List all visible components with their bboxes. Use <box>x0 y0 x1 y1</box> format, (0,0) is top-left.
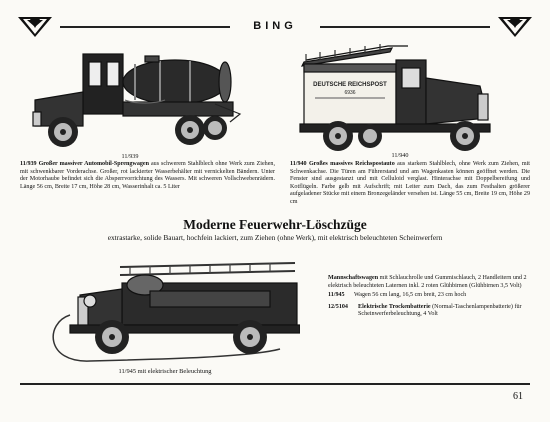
description-11-940 <box>290 161 530 207</box>
caption-11-945: 11/945 mit elektrischer Beleuchtung <box>118 368 212 375</box>
fire-truck-description <box>328 275 533 319</box>
item-number: 11/940 <box>290 161 307 167</box>
header-rule-left <box>60 26 230 28</box>
page-number: 61 <box>513 391 523 402</box>
bing-logo-left <box>18 15 52 37</box>
entry-text: (Normal-Taschenlampenbatterie) für Scheinwerferbeleuchtung, 4 Volt <box>358 303 522 318</box>
item-name: Großer massiver Automobil-Sprengwagen <box>38 161 150 167</box>
entry-mannschaftswagen <box>328 275 533 290</box>
header-rule-right <box>320 26 490 28</box>
entry-number: 11/945 <box>328 292 345 299</box>
entry-12-5104 <box>328 304 533 319</box>
entry-11-945 <box>328 292 533 300</box>
reichspost-truck-illustration <box>290 38 505 153</box>
item-number: 11/939 <box>20 161 37 167</box>
brand-name: BING <box>253 20 297 32</box>
footer-rule <box>20 383 530 385</box>
entry-text: mit Schlauchrolle und Gummischlauch, 2 Handleitern und 2 elektrisch beleuchteten Laternen inkl. 2 roten Glühbirnen (Glühbirnen 3,5 Volt) <box>328 275 527 289</box>
sprinkler-truck-illustration <box>25 42 250 150</box>
section-title: Moderne Feuerwehr-Löschzüge <box>183 217 367 232</box>
caption-11-939: 11/939 <box>121 153 139 160</box>
reichspost-lettering: DEUTSCHE REICHSPOST <box>313 82 387 88</box>
entry-name: Mannschaftswagen <box>328 275 379 281</box>
entry-number: 12/5104 <box>328 303 348 310</box>
bing-logo-right <box>498 15 532 37</box>
item-name: Großes massives Reichspostauto <box>308 161 395 167</box>
section-subtitle: extrastarke, solide Bauart, hochfein lackiert, zum Ziehen (ohne Werk), mit elektrisch beleuchteten Scheinwerfern <box>107 233 443 242</box>
reichspost-number-lettering: 6936 <box>344 90 356 96</box>
fire-truck-illustration <box>50 245 300 370</box>
description-11-939 <box>20 161 275 191</box>
caption-11-940: 11/940 <box>391 152 409 159</box>
item-text: aus schwerem Stahlblech ohne Werk zum Ziehen, mit schwenkbarer Vorderachse. Großer, rot lackierter Wasserbehälter mit vernickelten Bändern. Unter der Motorhaube befindet sich die Absperrvorrichtung des Wassers. Mit schweren Vollschwebenrädern. Länge 56 cm, Breite 17 cm, Höhe 28 cm, Wasserinhalt ca. 5 Liter <box>20 161 275 190</box>
item-text: aus starkem Stahlblech, ohne Werk zum Ziehen, mit Schwenkachse. Die Türen am Führerstand und am Wagenkasten können geöffnet werden. Die Fenster sind ausgestanzt und mit Celluloid verglast. Hinterachse mit Doppelbereifung und Kotflügeln. Farbe gelb mit Aufschrift; mit Leiter zum Dach, das zum Festhalten größerer aufgeladener Stücke mit einem Bronzegeländer versehen ist. Länge 55 cm, Breite 19 cm, Höhe 29 cm <box>290 161 530 205</box>
entry-name: Elektrische Trockenbatterie <box>358 303 431 310</box>
entry-text: Wagen 56 cm lang, 16,5 cm breit, 23 cm hoch <box>354 292 467 299</box>
